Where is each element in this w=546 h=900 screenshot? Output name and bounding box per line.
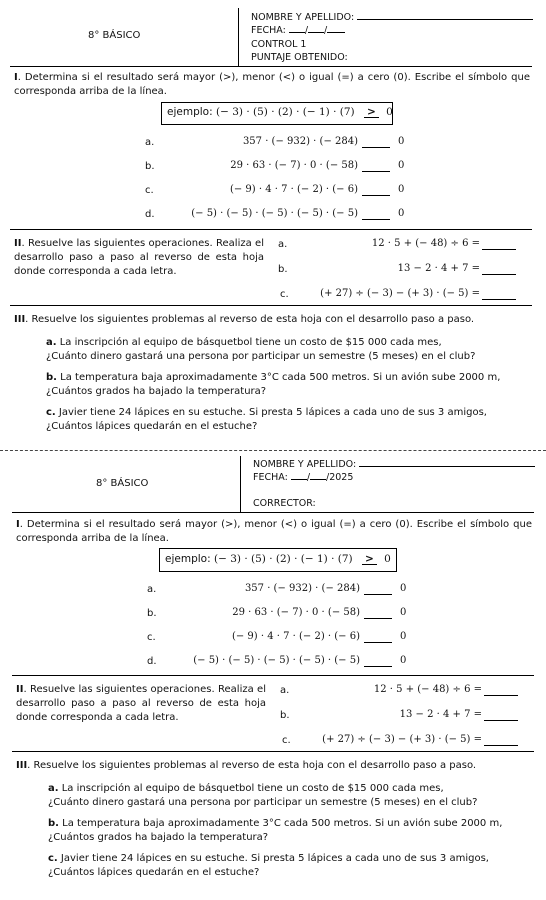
answer-blank[interactable] xyxy=(364,655,392,667)
date-label: FECHA: xyxy=(253,472,288,483)
op-answer-blank[interactable] xyxy=(484,734,518,746)
op-letter: a. xyxy=(280,685,290,696)
example-zero: 0 xyxy=(386,106,393,118)
op-expression: 12 · 5 + (− 48) ÷ 6 = xyxy=(373,684,482,695)
item-zero: 0 xyxy=(400,583,407,594)
section-1-text: . Determina si el resultado será mayor (>), menor (<) o igual (=) a cero (0). Escribe el símbolo que corresponda arriba de la línea. xyxy=(14,72,530,97)
op-expression: 12 · 5 + (− 48) ÷ 6 = xyxy=(371,238,480,249)
corrector-label: CORRECTOR: xyxy=(253,498,316,509)
op-letter: c. xyxy=(280,289,289,300)
section-1-instructions xyxy=(14,71,530,99)
header-divider xyxy=(238,8,239,66)
answer-blank[interactable] xyxy=(362,136,390,148)
item-expression: 29 · 63 · (− 7) · 0 · (− 58) xyxy=(230,160,358,171)
name-label: NOMBRE Y APELLIDO: xyxy=(251,12,355,23)
control-label: CONTROL 1 xyxy=(251,39,307,50)
date-field[interactable]: FECHA: / /2025 xyxy=(253,472,354,483)
op-expression: (+ 27) ÷ (− 3) − (+ 3) · (− 5) = xyxy=(320,288,480,299)
op-answer-blank[interactable] xyxy=(482,263,516,275)
section-3-number: III xyxy=(16,760,28,771)
example-expression: (− 3) · (5) · (2) · (− 1) · (7) xyxy=(213,553,353,565)
section-1-number: I xyxy=(14,72,18,83)
section-rule xyxy=(10,305,532,306)
section-rule xyxy=(12,751,534,752)
example-symbol: > xyxy=(364,107,379,118)
problem-c: c. Javier tiene 24 lápices en su estuche. Si presta 5 lápices a cada uno de sus 3 amigos, ¿Cuántos lápices quedarán en el estuche? xyxy=(46,407,487,432)
name-label: NOMBRE Y APELLIDO: xyxy=(253,459,357,470)
answer-blank[interactable] xyxy=(362,184,390,196)
item-expression: (− 9) · 4 · 7 · (− 2) · (− 6) xyxy=(229,184,358,195)
date-label: FECHA: xyxy=(251,25,286,36)
problem-a: a. La inscripción al equipo de básquetbol tiene un costo de $15 000 cada mes, ¿Cuánto dinero gastará una persona por participar un semestre (5 meses) en el club? xyxy=(46,337,476,362)
section-2-number: II xyxy=(14,238,22,249)
item-letter: c. xyxy=(147,632,156,643)
item-expression: (− 9) · 4 · 7 · (− 2) · (− 6) xyxy=(231,631,360,642)
item-zero: 0 xyxy=(398,160,405,171)
section-1-instructions xyxy=(16,518,532,546)
item-zero: 0 xyxy=(400,631,407,642)
problem-c: c. Javier tiene 24 lápices en su estuche. Si presta 5 lápices a cada uno de sus 3 amigos, ¿Cuántos lápices quedarán en el estuche? xyxy=(48,853,489,878)
header-rule xyxy=(12,512,534,513)
item-expression: (− 5) · (− 5) · (− 5) · (− 5) · (− 5) xyxy=(193,655,360,666)
op-letter: b. xyxy=(280,710,290,721)
item-expression: 357 · (− 932) · (− 284) xyxy=(242,136,358,147)
item-letter: a. xyxy=(145,137,155,148)
grade-label: 8° BÁSICO xyxy=(88,30,141,41)
section-1-number: I xyxy=(16,519,20,530)
answer-blank[interactable] xyxy=(364,631,392,643)
item-zero: 0 xyxy=(398,208,405,219)
op-answer-blank[interactable] xyxy=(482,238,516,250)
section-2-instructions xyxy=(16,683,266,725)
item-zero: 0 xyxy=(398,136,405,147)
op-answer-blank[interactable] xyxy=(484,684,518,696)
op-letter: a. xyxy=(278,239,288,250)
item-letter: c. xyxy=(145,185,154,196)
grade-label: 8° BÁSICO xyxy=(96,478,149,489)
name-field[interactable] xyxy=(251,12,533,23)
section-3-instructions xyxy=(14,313,474,327)
problem-b: b. La temperatura baja aproximadamente 3°C cada 500 metros. Si un avión sube 2000 m, ¿Cuántos grados ha bajado la temperatura? xyxy=(48,818,503,843)
answer-blank[interactable] xyxy=(364,607,392,619)
section-2-text: . Resuelve las siguientes operaciones. Realiza el desarrollo paso a paso al reverso de esta hoja donde corresponda a cada letra. xyxy=(16,684,266,723)
op-expression: 13 − 2 · 4 + 7 = xyxy=(399,709,482,720)
name-blank[interactable] xyxy=(359,466,535,467)
item-zero: 0 xyxy=(400,655,407,666)
problem-a: a. La inscripción al equipo de básquetbol tiene un costo de $15 000 cada mes, ¿Cuánto dinero gastará una persona por participar un semestre (5 meses) en el club? xyxy=(48,783,478,808)
section-2-number: II xyxy=(16,684,24,695)
problem-b: b. La temperatura baja aproximadamente 3°C cada 500 metros. Si un avión sube 2000 m, ¿Cuántos grados ha bajado la temperatura? xyxy=(46,372,501,397)
item-letter: d. xyxy=(147,656,157,667)
answer-blank[interactable] xyxy=(362,160,390,172)
op-expression: (+ 27) ÷ (− 3) − (+ 3) · (− 5) = xyxy=(322,734,482,745)
section-3-number: III xyxy=(14,314,26,325)
name-field[interactable] xyxy=(253,459,535,470)
answer-blank[interactable] xyxy=(362,208,390,220)
section-2-text: . Resuelve las siguientes operaciones. Realiza el desarrollo paso a paso al reverso de esta hoja donde corresponda a cada letra. xyxy=(14,238,264,277)
date-field[interactable]: FECHA: / / xyxy=(251,25,345,36)
example-expression: (− 3) · (5) · (2) · (− 1) · (7) xyxy=(215,106,355,118)
item-letter: a. xyxy=(147,584,157,595)
example-label: ejemplo xyxy=(167,106,210,118)
section-3-text: . Resuelve los siguientes problemas al reverso de esta hoja con el desarrollo paso a paso. xyxy=(27,760,477,771)
example-label: ejemplo xyxy=(165,553,208,565)
section-rule xyxy=(12,675,534,676)
op-answer-blank[interactable] xyxy=(484,709,518,721)
example-zero: 0 xyxy=(384,553,391,565)
item-letter: b. xyxy=(147,608,157,619)
item-zero: 0 xyxy=(400,607,407,618)
op-letter: c. xyxy=(282,735,291,746)
item-zero: 0 xyxy=(398,184,405,195)
example-content: ejemplo: (− 3) · (5) · (2) · (− 1) · (7) > 0 xyxy=(165,553,391,565)
section-rule xyxy=(10,229,532,230)
header-divider xyxy=(240,456,241,512)
score-label: PUNTAJE OBTENIDO: xyxy=(251,52,348,63)
op-expression: 13 − 2 · 4 + 7 = xyxy=(397,263,480,274)
section-2-instructions xyxy=(14,237,264,279)
item-expression: 29 · 63 · (− 7) · 0 · (− 58) xyxy=(232,607,360,618)
example-content: ejemplo: (− 3) · (5) · (2) · (− 1) · (7) > 0 xyxy=(167,106,393,118)
section-3-text: . Resuelve los siguientes problemas al reverso de esta hoja con el desarrollo paso a paso. xyxy=(25,314,475,325)
op-letter: b. xyxy=(278,264,288,275)
cut-line xyxy=(0,450,546,451)
section-1-text: . Determina si el resultado será mayor (>), menor (<) o igual (=) a cero (0). Escribe el símbolo que corresponda arriba de la línea. xyxy=(16,519,532,544)
item-letter: b. xyxy=(145,161,155,172)
example-symbol: > xyxy=(362,554,377,565)
item-expression: (− 5) · (− 5) · (− 5) · (− 5) · (− 5) xyxy=(191,208,358,219)
item-expression: 357 · (− 932) · (− 284) xyxy=(244,583,360,594)
op-answer-blank[interactable] xyxy=(482,288,516,300)
section-3-instructions xyxy=(16,759,476,773)
header-rule xyxy=(10,66,532,67)
name-blank[interactable] xyxy=(357,19,533,20)
item-letter: d. xyxy=(145,209,155,220)
answer-blank[interactable] xyxy=(364,583,392,595)
